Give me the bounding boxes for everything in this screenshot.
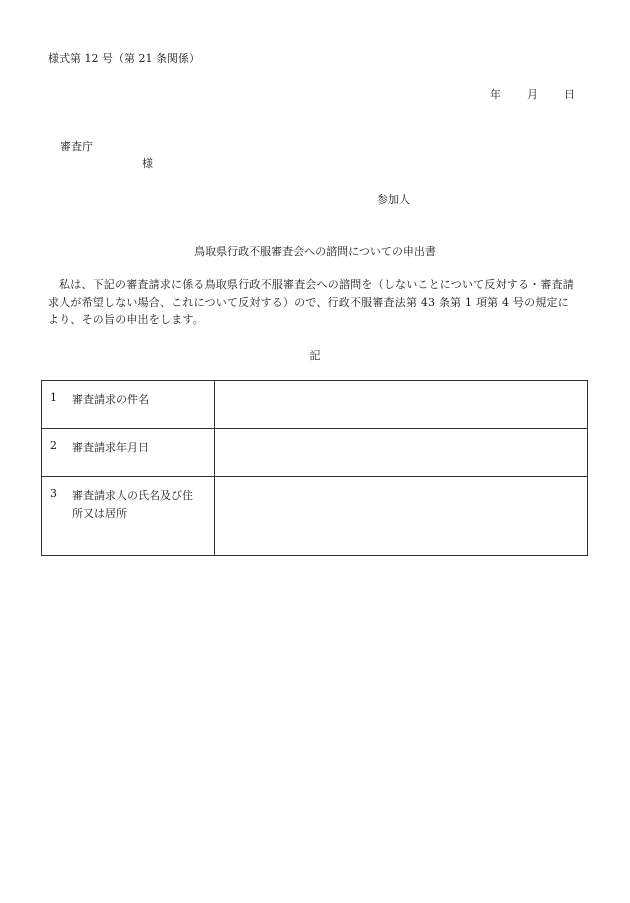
date-year-label: 年 xyxy=(490,88,501,101)
item-label: 審査請求年月日 xyxy=(72,441,149,454)
addressee-honorific: 様 xyxy=(142,157,153,170)
ki-heading: 記 xyxy=(309,349,321,362)
items-table xyxy=(41,380,588,556)
item-number: 2 xyxy=(50,439,57,452)
item-number: 1 xyxy=(50,391,57,404)
table-row xyxy=(42,381,588,429)
item-label-cell xyxy=(42,429,215,477)
item-label: 審査請求人の氏名及び住所又は居所 xyxy=(72,489,193,520)
table-row xyxy=(42,477,588,556)
item-value-field[interactable] xyxy=(215,381,588,429)
document-title: 鳥取県行政不服審査会への諮問についての申出書 xyxy=(194,245,436,258)
item-label-cell xyxy=(42,381,215,429)
body-paragraph: 私は、下記の審査請求に係る鳥取県行政不服審査会への諮問を（しないことについて反対する・審査請求人が希望しない場合、これについて反対する）ので、行政不服審査法第 43 条第 1 項第 4 号の規定により、その旨の申出をします。 xyxy=(48,278,574,326)
date-day-label: 日 xyxy=(564,88,575,101)
item-number: 3 xyxy=(50,487,57,500)
table-row xyxy=(42,429,588,477)
item-label: 審査請求の件名 xyxy=(72,393,149,406)
participant-label: 参加人 xyxy=(377,193,410,206)
date-line xyxy=(490,86,575,102)
date-month-label: 月 xyxy=(527,88,538,101)
item-value-field[interactable] xyxy=(215,429,588,477)
item-label-cell xyxy=(42,477,215,556)
item-value-field[interactable] xyxy=(215,477,588,556)
addressee-organization: 審査庁 xyxy=(60,140,93,153)
form-number: 様式第 12 号（第 21 条関係） xyxy=(48,52,200,65)
